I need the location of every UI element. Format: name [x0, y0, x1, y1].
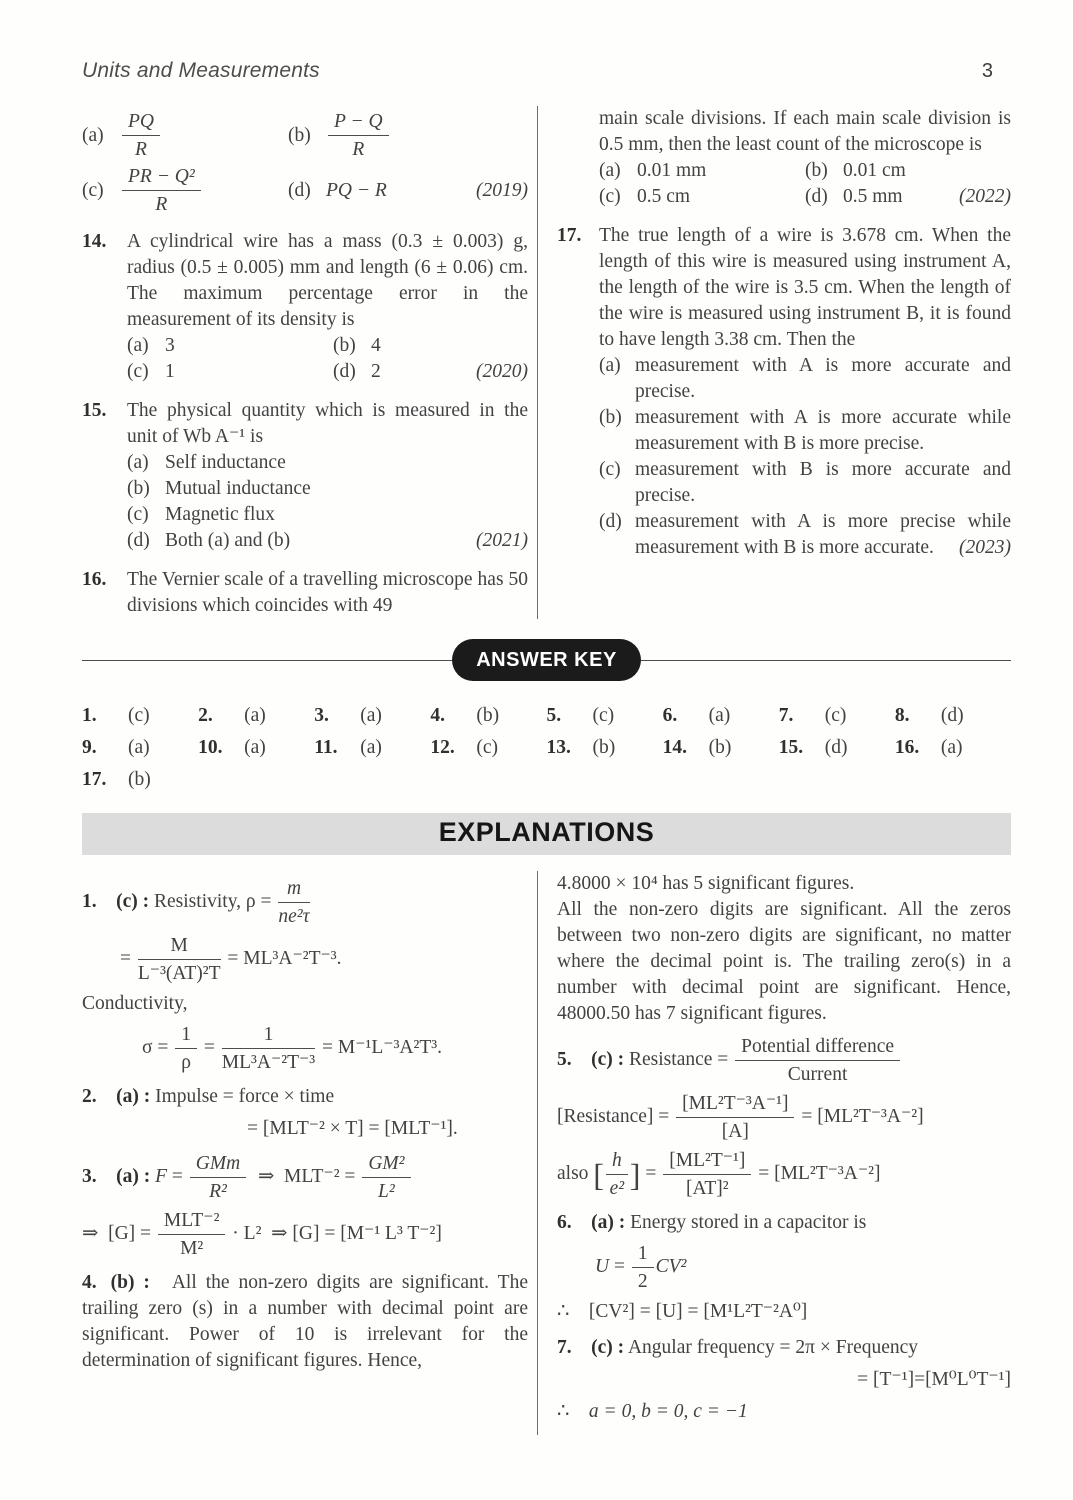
option-letter: (b) — [805, 160, 828, 181]
question-text: A cylindrical wire has a mass (0.3 ± 0.003) g, radius (0.5 ± 0.005) mm and length (6 ± 0.06) cm. The maximum percentage error in the measurement of its density is — [127, 231, 528, 330]
answer-number: 15. — [778, 737, 804, 758]
answer-choice: (c) — [824, 705, 847, 726]
option-a — [82, 110, 288, 161]
question-number: 15. — [82, 400, 107, 421]
explanation-7 — [557, 1335, 1011, 1425]
option-letter: (c) — [599, 186, 621, 207]
answer-choice: (c) — [128, 705, 150, 726]
question-16 — [82, 567, 528, 619]
question-text: The true length of a wire is 3.678 cm. When the length of this wire is measured using instrument A, the length of the wire is 3.5 cm. When the length of the wire is measured using instrument B, it is found to have length 3.38 cm. Then the — [599, 225, 1011, 350]
option-text: measurement with A is more accurate and precise. — [635, 355, 1011, 402]
question-16-continuation: main scale divisions. If each main scale division is 0.5 mm, then the least count of the microscope is — [599, 108, 1011, 155]
option-text: 2 — [371, 361, 381, 382]
answer-key-grid — [82, 681, 1011, 801]
carryover-options-row-cd — [82, 165, 528, 216]
option-text: 1 — [165, 361, 175, 382]
answer-key-item — [82, 767, 198, 793]
questions-section — [82, 106, 1011, 619]
fraction: $\frac{\text{PR − Q²}}{R}$ — [120, 165, 203, 216]
formula-line: also [ $\frac{h}{\text{e²}}$ ] = $\frac{\text{[ML²T⁻¹]}}{\text{[AT]²}}$ = [ML²T⁻³A⁻²] — [557, 1149, 881, 1199]
answer-key-item — [430, 703, 546, 729]
answer-key-item — [82, 735, 198, 761]
explanations-banner: EXPLANATIONS — [82, 813, 1011, 855]
rule-line — [82, 660, 452, 661]
option-letter: (d) — [127, 530, 150, 551]
answer-choice: (b) — [708, 737, 732, 758]
question-year: (2019) — [476, 179, 528, 201]
answer-key-item — [314, 735, 430, 761]
option-a — [599, 158, 805, 184]
explanations-section — [82, 871, 1011, 1435]
options-row — [127, 333, 528, 359]
answer-choice: (b) — [476, 705, 500, 726]
answer-key-item — [663, 735, 779, 761]
answer-number: 4. — [430, 705, 445, 726]
answer-number: 14. — [662, 737, 687, 758]
option-letter: (c) — [127, 504, 149, 525]
option-text: 0.5 mm — [843, 186, 903, 207]
fraction: $\frac{\text{GMm}}{\text{R²}}$ — [188, 1152, 248, 1203]
answer-number: 3. — [314, 705, 329, 726]
formula-line: 3. (a) : F = $\frac{\text{GMm}}{\text{R²}}$ ⇒ MLT⁻² = $\frac{\text{GM²}}{\text{L²}}$ — [82, 1152, 528, 1203]
formula-line: = [T⁻¹]=[M⁰L⁰T⁻¹] — [857, 1368, 1011, 1390]
option-text: 3 — [165, 335, 175, 356]
option-letter: (a) — [599, 355, 621, 376]
option-letter: (d) — [599, 511, 622, 532]
formula-line: 7. (c) : Angular frequency = 2π × Frequency — [557, 1336, 919, 1358]
formula-line: 2. (a) : Impulse = force × time — [82, 1085, 335, 1107]
option-c — [599, 457, 1011, 509]
option-letter: (d) — [805, 186, 828, 207]
option-text: Mutual inductance — [165, 478, 311, 499]
answer-number: 9. — [82, 737, 97, 758]
answer-choice: (d) — [824, 737, 848, 758]
option-text: measurement with A is more accurate while measurement with B is more precise. — [635, 407, 1011, 454]
carryover-options-row-ab — [82, 110, 528, 161]
explanation-3 — [82, 1152, 528, 1260]
explanation-answer: (b) : — [110, 1271, 150, 1293]
answer-choice: (b) — [128, 769, 151, 790]
option-c — [599, 184, 805, 210]
answer-choice: (a) — [360, 705, 382, 726]
fraction: $\frac{\text{MLT⁻²}}{\text{M²}}$ — [156, 1209, 228, 1260]
option-formula — [120, 165, 203, 216]
option-text: PQ − R — [326, 179, 387, 201]
option-formula — [120, 110, 162, 161]
formula-line: = $\frac{M}{\text{L⁻³(AT)²T}}$ = ML³A⁻²T⁻³. — [120, 934, 342, 984]
formula-line: σ = $\frac{1}{\rho}$ = $\frac{1}{\text{ML³A⁻²T⁻³}}$ = M⁻¹L⁻³A²T³. — [142, 1023, 442, 1073]
option-c — [82, 165, 288, 216]
answer-number: 6. — [662, 705, 678, 726]
answer-choice: (a) — [244, 737, 266, 758]
answer-key-item — [779, 735, 895, 761]
option-a — [127, 333, 333, 359]
rule-line — [641, 660, 1011, 661]
option-b — [333, 333, 539, 359]
option-letter: (b) — [288, 124, 311, 146]
formula-line: 1. (c) : Resistivity, ρ = $\frac{m}{\text{ne²τ}}$ — [82, 877, 310, 927]
answer-key-item — [895, 735, 1011, 761]
answer-choice: (a) — [360, 737, 382, 758]
formula-line: [Resistance] = $\frac{\text{[ML²T⁻³A⁻¹]}}{[A]}$ = [ML²T⁻³A⁻²] — [557, 1092, 924, 1142]
option-letter: (a) — [599, 160, 621, 181]
option-d — [599, 509, 1011, 561]
question-year: (2021) — [476, 530, 528, 551]
formula-line: ⇒ [G] = $\frac{\text{MLT⁻²}}{\text{M²}}$ · L² ⇒ [G] = [M⁻¹ L³ T⁻²] — [82, 1209, 442, 1259]
option-letter: (a) — [127, 335, 149, 356]
option-text: Magnetic flux — [165, 504, 275, 525]
fraction: $\frac{\text{[ML²T⁻³A⁻¹]}}{[A]}$ — [674, 1092, 796, 1143]
question-year: (2020) — [476, 361, 528, 382]
answer-choice: (c) — [592, 705, 615, 726]
option-b — [288, 110, 494, 161]
answer-choice: (a) — [244, 705, 266, 726]
option-text: 0.5 cm — [637, 186, 691, 207]
option-c — [127, 502, 528, 528]
fraction: $\frac{\text{Potential difference}}{\text{Current}}$ — [733, 1035, 902, 1086]
explanation-1 — [82, 877, 528, 1074]
answer-key-item — [430, 735, 546, 761]
answer-number: 12. — [430, 737, 455, 758]
fraction: $\frac{m}{\text{ne²τ}}$ — [278, 877, 310, 927]
answer-key-item — [547, 735, 663, 761]
fraction: $\frac{M}{\text{L⁻³(AT)²T}}$ — [137, 934, 221, 984]
question-17 — [557, 223, 1011, 561]
fraction: $\frac{PQ}{R}$ — [120, 110, 162, 161]
formula-line: U = $\frac{1}{2}$ CV² — [595, 1242, 687, 1292]
question-text: The physical quantity which is measured in the unit of Wb A⁻¹ is — [127, 400, 528, 447]
answer-number: 17. — [82, 769, 107, 790]
option-letter: (a) — [82, 124, 104, 146]
explanation-2 — [82, 1084, 528, 1142]
explanation-text: All the non-zero digits are significant. The trailing zero (s) in a number with decimal point are significant. Power of 10 is irrelevant for the determination of significant figures. Hence, — [82, 1271, 528, 1371]
question-number: 17. — [557, 225, 582, 246]
questions-right-column — [538, 106, 1011, 619]
option-text: Self inductance — [165, 452, 286, 473]
fraction: $\frac{\text{[ML²T⁻¹]}}{\text{[AT]²}}$ — [661, 1149, 753, 1200]
formula-line: 5. (c) : Resistance = $\frac{\text{Potential difference}}{\text{Current}}$ — [557, 1035, 1011, 1086]
answer-choice: (a) — [128, 737, 150, 758]
answer-number: 16. — [894, 737, 920, 758]
explanation-6 — [557, 1210, 1011, 1325]
options-row — [599, 184, 1011, 210]
options-row — [127, 359, 528, 385]
answer-choice: (c) — [476, 737, 499, 758]
answer-key-item — [198, 735, 314, 761]
fraction: $\frac{1}{\text{ML³A⁻²T⁻³}}$ — [221, 1023, 316, 1073]
question-14 — [82, 229, 528, 385]
formula-line: Conductivity, — [82, 992, 188, 1014]
explanations-left-column — [82, 871, 528, 1435]
formula-line: 6. (a) : Energy stored in a capacitor is — [557, 1211, 867, 1233]
option-d — [333, 359, 381, 385]
formula-line: ∴ a = 0, b = 0, c = −1 — [557, 1400, 748, 1422]
answer-number: 13. — [546, 737, 571, 758]
formula-line: ∴ [CV²] = [U] = [M¹L²T⁻²A⁰] — [557, 1300, 808, 1322]
answer-number: 1. — [82, 705, 97, 726]
fraction: $\frac{1}{2}$ — [630, 1242, 656, 1293]
option-letter: (b) — [599, 407, 622, 428]
option-a — [599, 353, 1011, 405]
question-number: 14. — [82, 231, 107, 252]
option-text: 4 — [371, 335, 381, 356]
question-text: The Vernier scale of a travelling microscope has 50 divisions which coincides with 49 — [127, 569, 528, 616]
answer-number: 10. — [198, 737, 223, 758]
option-d — [127, 528, 528, 554]
question-number: 16. — [82, 569, 107, 590]
explanation-4-continuation-line: 4.8000 × 10⁴ has 5 significant figures. — [557, 872, 855, 894]
fraction: $\frac{P - Q}{R}$ — [326, 110, 391, 161]
option-letter: (a) — [127, 452, 149, 473]
answer-key-item — [198, 703, 314, 729]
option-a — [127, 450, 528, 476]
answer-key-item — [314, 703, 430, 729]
answer-key-header — [82, 639, 1011, 681]
option-letter: (d) — [333, 361, 356, 382]
fraction: $\frac{1}{\rho}$ — [173, 1023, 199, 1074]
answer-number: 5. — [546, 705, 562, 726]
answer-key-item — [779, 703, 895, 729]
answer-key-item — [82, 703, 198, 729]
option-text: 0.01 mm — [637, 160, 707, 181]
answer-key-item — [895, 703, 1011, 729]
answer-choice: (a) — [940, 737, 963, 758]
explanation-number: 4. — [82, 1271, 97, 1293]
formula-line: = [MLT⁻² × T] = [MLT⁻¹]. — [247, 1117, 458, 1139]
fraction: $\frac{h}{\text{e²}}$ — [604, 1149, 630, 1200]
option-letter: (b) — [333, 335, 356, 356]
option-text: 0.01 cm — [843, 160, 906, 181]
option-d — [805, 184, 903, 210]
option-text: measurement with B is more accurate and precise. — [635, 459, 1011, 506]
answer-key-item — [663, 703, 779, 729]
option-b — [805, 158, 1011, 184]
questions-left-column — [82, 106, 528, 619]
question-year: (2022) — [959, 186, 1011, 207]
option-b — [127, 476, 528, 502]
option-letter: (b) — [127, 478, 150, 499]
explanations-right-column — [538, 871, 1011, 1435]
option-text: measurement with A is more precise while measurement with B is more accurate. — [635, 511, 1011, 558]
answer-choice: (a) — [708, 705, 731, 726]
option-letter: (c) — [127, 361, 149, 382]
answer-choice: (d) — [940, 705, 964, 726]
option-c — [127, 359, 333, 385]
option-text: Both (a) and (b) — [165, 530, 291, 551]
page-number: 3 — [981, 60, 993, 82]
option-formula — [326, 110, 391, 161]
answer-choice: (b) — [592, 737, 616, 758]
options-row — [599, 158, 1011, 184]
answer-key-banner: ANSWER KEY — [452, 639, 641, 681]
fraction: $\frac{\text{GM²}}{\text{L²}}$ — [360, 1152, 412, 1203]
option-letter: (c) — [82, 179, 104, 201]
explanation-4 — [82, 1270, 528, 1374]
answer-number: 11. — [314, 737, 338, 758]
question-15 — [82, 398, 528, 554]
answer-number: 7. — [778, 705, 794, 726]
page-header — [82, 58, 1011, 84]
question-year: (2023) — [959, 537, 1011, 558]
option-d — [288, 178, 387, 204]
page-title: Units and Measurements — [82, 59, 320, 82]
answer-number: 2. — [198, 705, 213, 726]
option-letter: (d) — [288, 179, 311, 201]
answer-number: 8. — [894, 705, 910, 726]
option-letter: (c) — [599, 459, 621, 480]
explanation-4-continuation: All the non-zero digits are significant. All the zeros between two non-zero digits are significant, no matter where the decimal point is. The trailing zero(s) in a number with decimal point are significant. Hence, 48000.50 has 7 significant figures. — [557, 898, 1011, 1024]
option-b — [599, 405, 1011, 457]
answer-key-item — [547, 703, 663, 729]
explanation-5 — [557, 1035, 1011, 1200]
